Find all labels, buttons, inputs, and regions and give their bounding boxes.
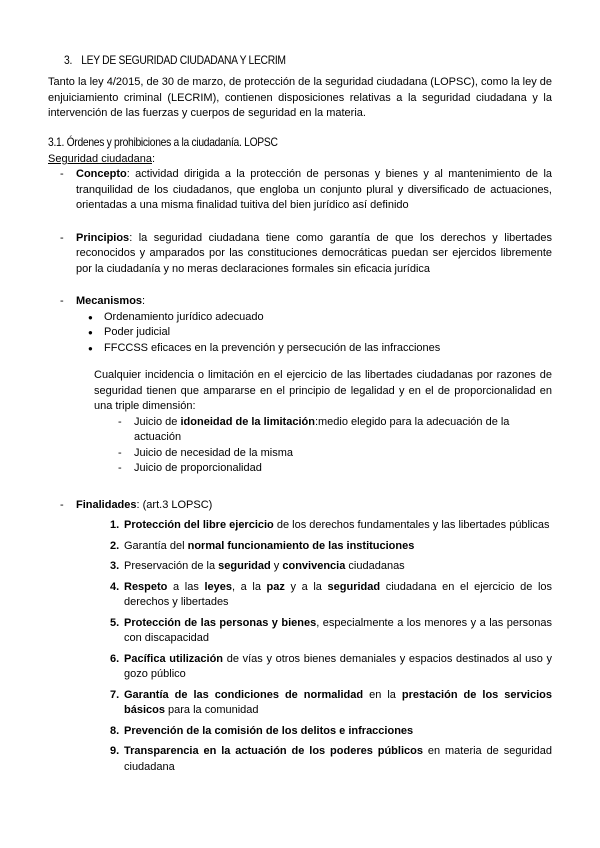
dash-marker: - (60, 168, 64, 180)
subsection-heading: 3.1. Órdenes y prohibiciones a la ciudadanía. LOPSC (48, 134, 278, 149)
section-title: LEY DE SEGURIDAD CIUDADANA Y LECRIM (81, 53, 286, 67)
item-bold: Pacífica utilización (124, 652, 224, 665)
item-bold: Protección del libre ejercicio (124, 519, 274, 531)
item-bold: leyes (204, 580, 232, 593)
list-item (110, 559, 552, 575)
item-number: 8. (110, 724, 120, 737)
principios-text: : la seguridad ciudadana tiene como garantía de que los derechos y libertades reconocidos y amparados por las constituciones democráticas puedan ser ejercidos libremente por la ciudadanía y no meras declaraciones formales sin eficacia jurídica (76, 231, 552, 275)
dash-marker: - (118, 462, 122, 474)
item-number: 2. (110, 539, 120, 552)
principios-item (48, 231, 552, 278)
juicio2: Juicio de necesidad de la misma (134, 446, 293, 459)
list-item: ● Poder judicial (88, 325, 552, 341)
juicio1-post: :medio elegido para la adecuación de la actuación (134, 415, 510, 443)
finalidades-item (48, 498, 552, 514)
mecanismos-item (48, 294, 552, 310)
topic-label: Seguridad ciudadana (48, 152, 152, 165)
concepto-term: Concepto (76, 168, 127, 180)
finalidades-list (48, 518, 552, 775)
list-item (110, 518, 552, 534)
juicio3: Juicio de proporcionalidad (134, 462, 262, 474)
section-number: 3. (64, 53, 73, 67)
item-text: y a la (284, 580, 328, 593)
item-text: de los derechos fundamentales y las libertades públicas (273, 519, 550, 531)
document-page (48, 52, 552, 780)
proporcionalidad-paragraph: Cualquier incidencia o limitación en el ejercicio de las libertades ciudadanas por razones de seguridad tienen que ampararse en el principio de legalidad y en el de proporcionalidad en una triple dimensión: (94, 369, 552, 412)
item-bold: normal funcionamiento de las instituciones (187, 539, 415, 552)
item-text: en la (363, 688, 402, 701)
item-text: de vías y otros bienes demaniales y espacios destinados al uso y gozo público (124, 652, 552, 680)
juicio1-pre: Juicio de (134, 415, 181, 428)
dash-marker: - (60, 295, 64, 307)
item-bold: Garantía de las condiciones de normalidad (124, 688, 364, 701)
dash-marker: - (60, 231, 64, 244)
item-text: en materia de seguridad ciudadana (124, 745, 553, 773)
list-item (110, 652, 552, 683)
item-number: 7. (110, 688, 120, 701)
item-bold: paz (266, 580, 285, 593)
item-number: 1. (110, 519, 120, 531)
item-text: ciudadana en el ejercicio de los derechos y libertades (124, 580, 553, 608)
item-number: 4. (110, 580, 120, 593)
item-number: 3. (110, 560, 120, 572)
dash-marker: - (118, 446, 122, 459)
mecanismos-term: Mecanismos (76, 295, 143, 307)
mecanismos-colon: : (142, 295, 146, 307)
dash-marker: - (118, 415, 122, 428)
item-text: y (270, 560, 283, 572)
juicio1-bold: idoneidad de la limitación (180, 415, 315, 428)
list-item: ● Ordenamiento jurídico adecuado (88, 310, 552, 326)
juicios-list (48, 415, 552, 477)
section-heading (64, 52, 484, 68)
item-text: , a la (231, 580, 267, 593)
item-bold: convivencia (282, 560, 346, 572)
item-text: a las (167, 580, 205, 593)
item-text: para la comunidad (164, 704, 259, 716)
item-text: Preservación de la (124, 560, 219, 572)
list-item (118, 446, 552, 462)
item-number: 9. (110, 745, 120, 757)
list-item (110, 724, 552, 740)
item-bold: Protección de las personas y bienes (124, 616, 317, 629)
item-bold: seguridad (327, 580, 381, 593)
item-number: 6. (110, 652, 120, 665)
item-bold: Respeto (124, 580, 168, 593)
intro-paragraph: Tanto la ley 4/2015, de 30 de marzo, de protección de la seguridad ciudadana (LOPSC), como la ley de enjuiciamiento criminal (LECRIM), contienen disposiciones relativas a la seguridad ciudadana y la intervención de las fuerzas y cuerpos de seguridad en la materia. (48, 76, 552, 119)
item-bold: Transparencia en la actuación de los poderes públicos (124, 745, 423, 757)
concepto-item (48, 167, 552, 214)
item-number: 5. (110, 616, 120, 629)
list-item (118, 461, 552, 477)
principios-term: Principios (76, 231, 130, 244)
item-bold: prestación de los servicios básicos (124, 688, 553, 716)
list-item: ● FFCCSS eficaces en la prevención y persecución de las infracciones (88, 341, 552, 357)
mecanismos-bullets (48, 310, 552, 357)
item-bold: seguridad (218, 560, 271, 572)
finalidades-suffix: : (art.3 LOPSC) (136, 498, 213, 511)
list-item (118, 415, 552, 446)
list-item (110, 688, 552, 719)
list-item (110, 616, 552, 647)
list-item (110, 744, 552, 775)
dash-marker: - (60, 498, 64, 511)
list-item (110, 580, 552, 611)
list-item (110, 539, 552, 555)
item-text: Garantía del (124, 539, 188, 552)
finalidades-term: Finalidades (76, 498, 137, 511)
concepto-text: : actividad dirigida a la protección de personas y bienes y al mantenimiento de la tranquilidad de los ciudadanos, que engloba un conjunto plural y diversificado de actuaciones, orientadas a una misma finalidad tuitiva del bien jurídico así definido (76, 168, 552, 211)
item-text: ciudadanas (345, 560, 405, 572)
topic-colon: : (151, 152, 156, 165)
topic-line (48, 152, 552, 168)
item-bold: Prevención de la comisión de los delitos e infracciones (124, 724, 414, 737)
item-text: , especialmente a los menores y a las personas con discapacidad (124, 616, 553, 644)
